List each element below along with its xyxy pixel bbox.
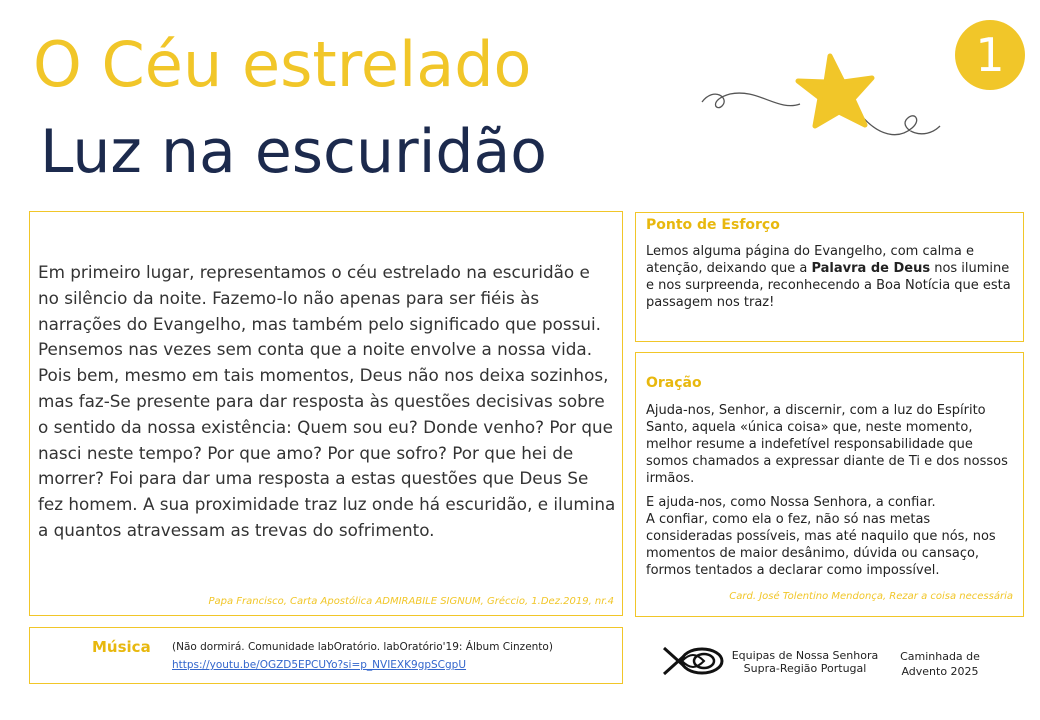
musica-box <box>29 627 623 684</box>
page-title: O Céu estrelado <box>33 28 532 101</box>
oracao-paragraph-2-line-1: E ajuda-nos, como Nossa Senhora, a confiar. <box>646 495 936 510</box>
esforco-box <box>635 212 1024 342</box>
org-line-2: Supra-Região Portugal <box>743 662 867 675</box>
esforco-title: Ponto de Esforço <box>646 217 780 233</box>
esforco-text-before: Lemos alguma página do Evangelho, com calma e atenção, deixando que a <box>646 244 974 276</box>
caminhada-line-1: Caminhada de <box>900 650 980 663</box>
oracao-paragraph-2-line-2: A confiar, como ela o fez, não só nas metas consideradas possíveis, mas até naquilo que nós, nos momentos de maior desânimo, dúvida ou cansaço, formos tentados a declarar como impossível. <box>646 512 996 578</box>
org-line-1: Equipas de Nossa Senhora <box>731 649 879 662</box>
org-name <box>730 649 880 675</box>
main-citation: Papa Francisco, Carta Apostólica ADMIRABILE SIGNUM, Gréccio, 1.Dez.2019, nr.4 <box>208 596 614 607</box>
caminhada-label <box>895 649 985 679</box>
musica-info: (Não dormirá. Comunidade labOratório. labOratório'19: Álbum Cinzento) <box>172 641 553 653</box>
oracao-text <box>646 402 1016 579</box>
oracao-title: Oração <box>646 375 702 391</box>
star-icon <box>700 40 960 150</box>
oracao-paragraph-1: Ajuda-nos, Senhor, a discernir, com a luz do Espírito Santo, aquela «única coisa» que, neste momento, melhor resume a indefetível responsabilidade que somos chamados a expressar diante de Ti e dos nossos irmãos. <box>646 403 1008 486</box>
esforco-text <box>646 243 1016 311</box>
oracao-citation: Card. José Tolentino Mendonça, Rezar a coisa necessária <box>729 591 1013 602</box>
musica-label: Música <box>92 638 151 656</box>
fish-logo-icon <box>660 644 724 678</box>
main-text: Em primeiro lugar, representamos o céu estrelado na escuridão e no silêncio da noite. Fazemo-lo não apenas para ser fiéis às narrações do Evangelho, mas também pelo significado que possui. Pensemos nas vezes sem conta que a noite envolve a nossa vida. Pois bem, mesmo em tais momentos, Deus não nos deixa sozinhos, mas faz-Se presente para dar resposta às questões decisivas sobre o sentido da nossa existência: Quem sou eu? Donde venho? Por que nasci neste tempo? Por que amo? Por que sofro? Por que hei de morrer? Foi para dar uma resposta a estas questões que Deus Se fez homem. A sua proximidade traz luz onde há escuridão, e ilumina a quantos atravessam as trevas do sofrimento. <box>38 262 616 540</box>
esforco-text-bold: Palavra de Deus <box>811 261 931 276</box>
main-text-box <box>29 211 623 616</box>
oracao-box <box>635 352 1024 617</box>
musica-link[interactable]: https://youtu.be/OGZD5EPCUYo?si=p_NVIEXK9gpSCgpU <box>172 659 467 671</box>
page-subtitle: Luz na escuridão <box>40 117 547 187</box>
caminhada-line-2: Advento 2025 <box>901 665 979 678</box>
number-badge: 1 <box>955 20 1025 90</box>
esforco-text-after: nos ilumine e nos surpreenda, reconhecendo a Boa Notícia que esta passagem nos traz! <box>646 261 1011 310</box>
